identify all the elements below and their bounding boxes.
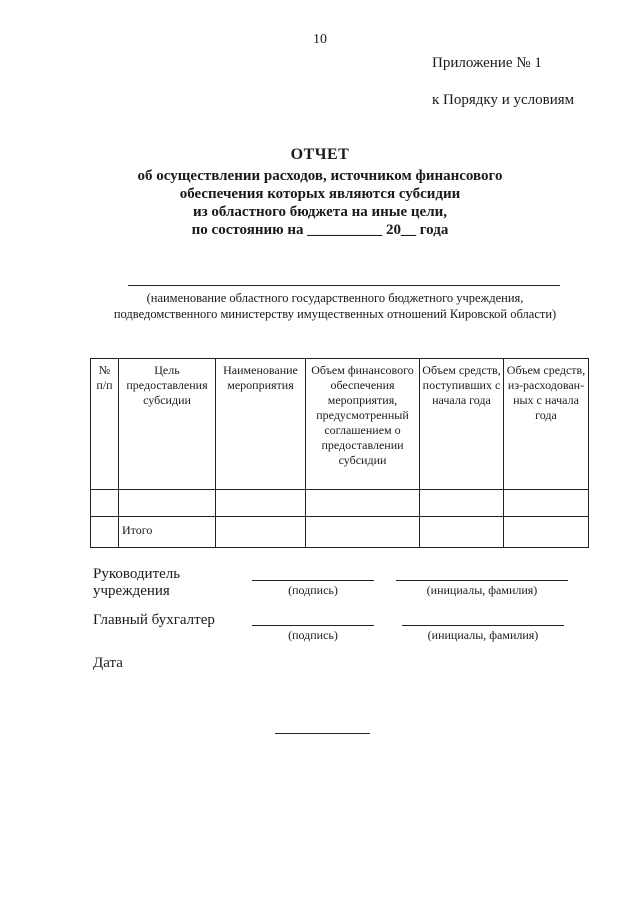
report-subtitle-line: об осуществлении расходов, источником финансового (137, 168, 503, 184)
column-header-spent-funds: Объем средств, из-расходован-ных с начала года (504, 359, 589, 490)
table-cell[interactable] (216, 490, 306, 517)
appendix-subtitle: к Порядку и условиям (432, 92, 575, 108)
column-header-received-funds: Объем средств, поступивших с начала года (420, 359, 504, 490)
head-name-caption: (инициалы, фамилия) (426, 583, 538, 597)
table-cell[interactable] (91, 517, 119, 548)
accountant-signature-caption: (подпись) (288, 628, 338, 642)
head-label-line: Руководитель (93, 566, 181, 582)
page-number: 10 (313, 32, 327, 47)
bottom-separator (275, 733, 370, 734)
appendix-title: Приложение № 1 (432, 55, 542, 71)
accountant-name-field[interactable] (402, 625, 564, 626)
table-row (91, 490, 589, 517)
table-cell[interactable] (504, 490, 589, 517)
report-title: ОТЧЕТ (290, 146, 350, 163)
accountant-label: Главный бухгалтер (93, 612, 215, 628)
report-subtitle-line: обеспечения которых являются субсидии (179, 186, 461, 202)
column-header-event-name: Наименование мероприятия (216, 359, 306, 490)
report-table (90, 358, 589, 548)
column-header-number: № п/п (91, 359, 119, 490)
table-cell[interactable] (119, 490, 216, 517)
column-header-purpose: Цель предоставления субсидии (119, 359, 216, 490)
accountant-signature-field[interactable] (252, 625, 374, 626)
total-label: Итого (119, 517, 216, 548)
table-cell[interactable] (504, 517, 589, 548)
head-signature-caption: (подпись) (288, 583, 338, 597)
organization-caption-line: (наименование областного государственного бюджетного учреждения, (146, 291, 524, 305)
report-title-block (120, 146, 520, 239)
table-header-row (91, 359, 589, 490)
organization-name-field[interactable] (128, 285, 560, 286)
organization-caption-line: подведомственного министерству имущественных отношений Кировской области) (113, 307, 557, 321)
table-cell[interactable] (420, 517, 504, 548)
head-name-field[interactable] (396, 580, 568, 581)
report-subtitle-line: из областного бюджета на иные цели, (192, 204, 448, 220)
report-date-line: по состоянию на __________ 20__ года (191, 222, 449, 238)
table-cell[interactable] (420, 490, 504, 517)
head-label-line: учреждения (93, 583, 170, 599)
head-signature-field[interactable] (252, 580, 374, 581)
table-cell[interactable] (91, 490, 119, 517)
head-label (93, 566, 180, 600)
accountant-name-caption: (инициалы, фамилия) (427, 628, 539, 642)
date-label: Дата (93, 655, 123, 671)
column-header-financing-volume: Объем финансового обеспечения мероприятия, предусмотренный соглашением о предоставлении субсидии (306, 359, 420, 490)
table-cell[interactable] (216, 517, 306, 548)
table-cell[interactable] (306, 517, 420, 548)
organization-caption (100, 290, 570, 322)
table-cell[interactable] (306, 490, 420, 517)
table-total-row (91, 517, 589, 548)
